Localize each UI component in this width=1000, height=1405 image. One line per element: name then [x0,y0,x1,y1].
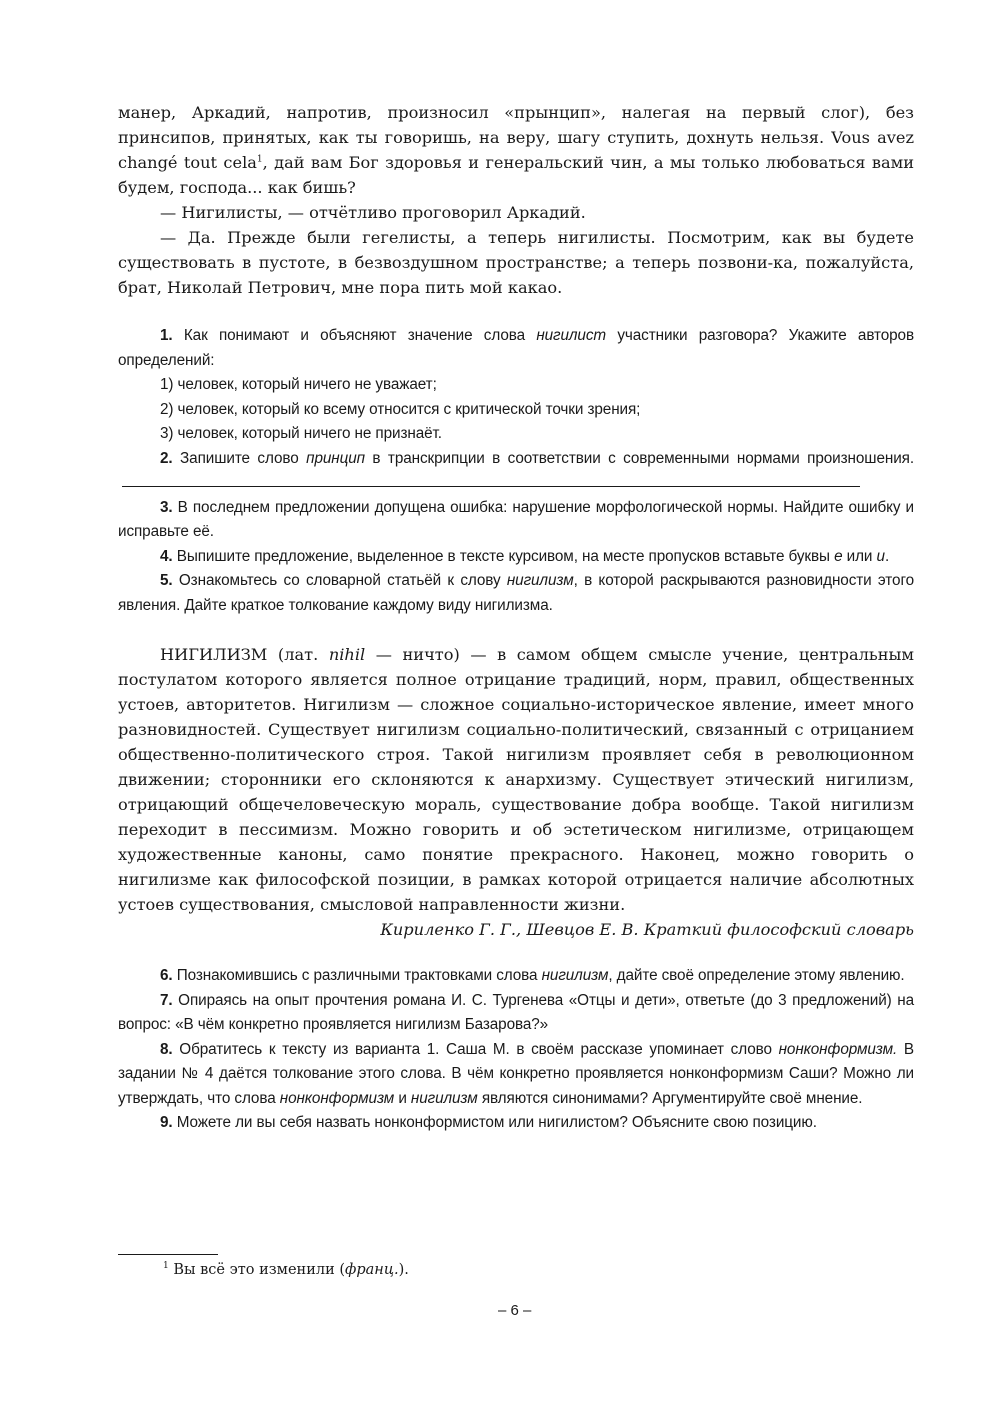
question-6 [118,964,914,989]
page-body [118,100,914,1136]
footnote-emphasis: франц. [345,1262,399,1278]
question-text: или [842,547,877,565]
question-emphasis: нонконформизм [279,1089,395,1107]
footnote-text: ). [398,1262,409,1278]
question-1-option: 2) человек, который ко всему относится с критической точки зрения; [160,400,641,418]
question-emphasis: принцип [306,449,365,467]
dictionary-text: (лат. [267,645,329,664]
question-number: 8. [160,1040,173,1058]
footnote-mark: 1 [163,1261,169,1272]
question-5 [118,569,914,618]
excerpt-text: , дай вам Бог здоровья и генеральский чин, а мы только любоваться вами будем, господа... как бишь? [118,153,914,197]
footnote-text: Вы всё это изменили ( [168,1262,346,1278]
question-text: Выпишите предложение, выделенное в тексте курсивом, на месте пропусков вставьте буквы [172,547,835,565]
question-emphasis: нигилизм [506,572,574,589]
dictionary-latin: nihil [328,645,366,664]
question-text: , дайте своё определение этому явлению. [608,967,905,984]
footnote-ref[interactable]: 1 [256,154,263,165]
question-number: 5. [160,572,173,589]
question-4 [118,545,914,570]
question-text: участники разговора? Укажите авторов определений: [118,327,914,369]
question-number: 6. [160,967,173,984]
questions-block-2 [118,964,914,1136]
questions-block-1 [118,324,914,618]
question-text: Ознакомьтесь со словарной статьёй к слову [172,572,507,589]
question-number: 4. [160,547,173,565]
question-8 [118,1038,914,1112]
question-1-option: 3) человек, который ничего не признаёт. [160,425,442,442]
question-3 [118,496,914,545]
question-text: Как понимают и объясняют значение слова [172,327,537,344]
dictionary-text: — ничто) — [365,645,498,664]
question-1 [118,324,914,373]
excerpt-paragraph: — Да. Прежде были гегелисты, а теперь нигилисты. Посмотрим, как вы будете существовать в пустоте, в безвоздушном пространстве; а теперь позвони-ка, пожалуйста, брат, Николай Петрович, мне пора пить мой какао. [118,228,914,297]
novel-excerpt [118,100,914,300]
question-text: Можете ли вы себя назвать нонконформистом или нигилистом? Объясните свою позицию. [172,1114,817,1131]
page-number: – 6 – [498,1302,532,1319]
excerpt-paragraph [118,100,914,200]
question-emphasis: нигилист [536,327,607,344]
question-7 [118,989,914,1038]
question-text: являются синонимами? Аргументируйте своё мнение. [477,1089,863,1107]
question-number: 3. [160,498,173,516]
excerpt-text: манер, Аркадий, напротив, произносил «прынцип», налегая на первый слог), без принсипов, принятых, как ты говоришь, на веру, шагу ступить, дохнуть нельзя. Vous avez changé tout cela [118,103,914,172]
footnote-divider [118,1254,218,1255]
question-emphasis: нигилизм [541,967,609,984]
question-emphasis: и [876,547,885,565]
question-text: . [884,547,890,565]
question-text: В задании № 4 даётся толкование этого слова. В чём конкретно проявляется нонконформизм Саши? Можно ли утверждать, что слова [118,1040,914,1107]
dictionary-entry [118,642,914,942]
question-1-option: 1) человек, который ничего не уважает; [160,376,437,393]
question-text: и [394,1089,411,1107]
question-emphasis: нонконформизм. [778,1040,898,1058]
question-text: в транскрипции в соответствии с современными нормами произношения. [364,449,914,467]
dictionary-body: в самом общем смысле учение, центральным постулатом которого является полное отрицание традиций, норм, правил, общественных устоев, авторитетов. Нигилизм — сложное социально-историческое явление, имеет много разновидностей. Существует нигилизм социально-политический, связанный с отрицанием общественно-политического строя. Такой нигилизм проявляет себя в революционном движении; сторонники его склоняются к анархизму. Существует этический нигилизм, отрицающий общечеловеческую мораль, существование добра вообще. Такой нигилизм переходит в пессимизм. Можно говорить и об эстетическом нигилизме, отрицающем художественные каноны, само понятие прекрасного. Наконец, можно говорить о нигилизме как философской позиции, в рамках которой отрицается наличие абсолютных устоев существования, смысловой направленности жизни. [118,645,914,914]
question-9 [118,1111,914,1136]
question-2 [118,447,914,496]
question-text: Опираясь на опыт прочтения романа И. С. Тургенева «Отцы и дети», ответьте (до 3 предложений) на вопрос: «В чём конкретно проявляется нигилизм Базарова?» [118,991,914,1033]
question-emphasis: нигилизм [410,1089,478,1107]
dictionary-source: Кириленко Г. Г., Шевцов Е. В. Краткий философский словарь [380,920,914,939]
question-text: В последнем предложении допущена ошибка: нарушение морфологической нормы. Найдите ошибку и исправьте её. [118,498,914,540]
question-number: 9. [160,1114,173,1131]
question-text: Познакомившись с различными трактовками слова [172,967,542,984]
answer-blank-line[interactable] [122,472,860,487]
question-text: Запишите слово [172,449,307,467]
footnote [163,1262,409,1278]
question-text: , в которой раскрываются разновидности этого явления. Дайте краткое толкование каждому виду нигилизма. [118,572,914,614]
question-number: 1. [160,327,173,344]
question-emphasis: е [834,547,843,565]
excerpt-paragraph: — Нигилисты, — отчётливо проговорил Аркадий. [160,203,586,222]
question-text: Обратитесь к тексту из варианта 1. Саша М. в своём рассказе упоминает слово [172,1040,779,1058]
dictionary-headword: НИГИЛИЗМ [160,645,268,664]
dictionary-paragraph [118,642,914,917]
question-number: 7. [160,991,173,1009]
question-number: 2. [160,449,173,467]
